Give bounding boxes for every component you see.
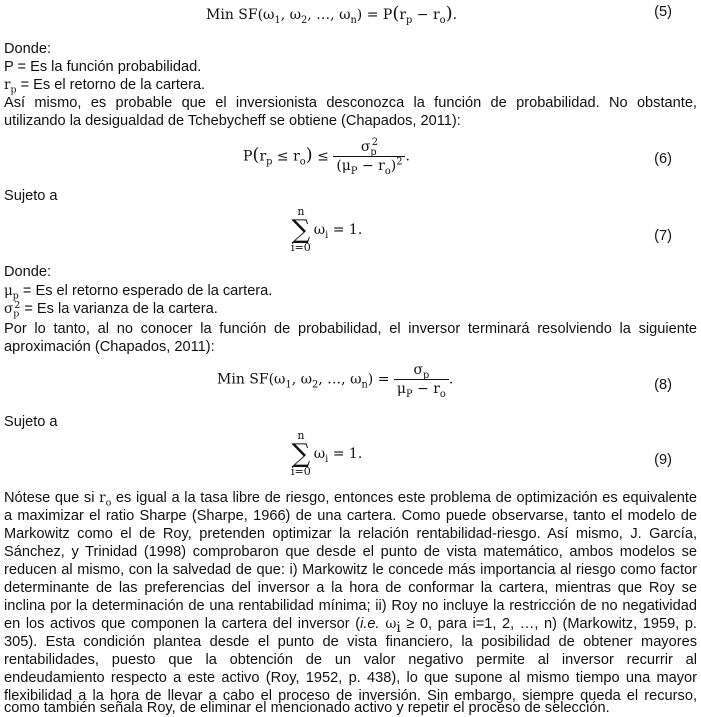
equation-7: n ∑ $i=0\omega_i = 1$. [291, 205, 363, 254]
paragraph-2-line-1: Por lo tanto, al no conocer la función de probabilidad, el inversor terminará resolviendo la siguiente [4, 321, 697, 337]
sigma-definition-text: = Es la varianza de la cartera. [20, 301, 218, 317]
equation-6: $P(r_p \le r_o)$ ≤ $\frac{\sigma_p^2}{(\mu_P - r_o)^2}$ . [243, 137, 410, 177]
paragraph-3-line-3: Markowitz como el de Roy, pretenden optimizar la relación rentabilidad-riesgo. Así mismo, J. García, [4, 526, 697, 542]
paragraph-3-line-10: rentabilidades, puesto que la obtención de un valor negativo permite al inversor recurrir al [4, 652, 697, 668]
paragraph-3-line-8: en los activos que componen la cartera del inversor (i.e. $\omega_i \ge 0$, para i=1, 2, …, n) (Markowitz, 1959, p. [4, 616, 697, 636]
equation-6-number: (6) [654, 151, 672, 167]
equation-9-number: (9) [654, 452, 672, 468]
sujeto-a-1: Sujeto a [4, 188, 58, 204]
paragraph-3-line-7: inclina por la determinación de una rentabilidad mínima; ii) Roy no incluye la restricción de no negatividad [4, 598, 697, 614]
paragraph-3-line-4: Sánchez, y Trinidad (1998) comprobaron que desde el punto de vista matemático, ambos modelos se [4, 544, 697, 560]
paragraph-3-line-6: determinante de las preferencias del inversor a la hora de conformar la cartera, mientras que Roy se [4, 580, 697, 596]
equation-5-number: (5) [654, 4, 672, 20]
paragraph-3-line-1: Nótese que si $r_o$ es igual a la tasa libre de riesgo, entonces este problema de optimización es equivalente [4, 490, 697, 509]
mu-definition-text: = Es el retorno esperado de la cartera. [18, 283, 273, 299]
paragraph-3-line-5: reducen al mismo, con la salvedad de que: i) Markowitz le concede más importancia al riesgo como factor [4, 562, 697, 578]
equation-8: Min $SF(\omega_1$, $\omega_2$, …, $\omega_n$) = $\frac{\sigma_p}{\mu_P - r_o}$ . [217, 362, 454, 400]
rp-definition-text: = Es el retorno de la cartera. [16, 77, 206, 93]
paragraph-1-line-1: Así mismo, es probable que el inversionista desconozca la función de probabilidad. No obstante, [4, 95, 697, 111]
sigma-definition: $\sigma_p^2 = Es$ la varianza de la cartera. [4, 299, 218, 320]
paragraph-3-line-11: endeudamiento respecto a este activo (Roy, 1952, p. 438), lo que supone al mismo tiempo una mayor [4, 670, 697, 686]
equation-9: n ∑ $i=0\omega_i = 1$. [291, 429, 363, 478]
equation-7-number: (7) [654, 228, 672, 244]
rp-definition: $r_p = Es$ el retorno de la cartera. [4, 77, 206, 96]
paragraph-2-line-2: aproximación (Chapados, 2011): [4, 339, 215, 355]
equation-8-number: (8) [654, 377, 672, 393]
donde-label-2: Donde: [4, 264, 52, 280]
p-definition: P = Es la función probabilidad. [4, 59, 202, 75]
paragraph-3-line-13: como también señala Roy, de eliminar el mencionado activo y repetir el proceso de selección. [4, 700, 610, 716]
mu-definition: $\mu_p = Es$ el retorno esperado de la cartera. [4, 283, 273, 302]
paragraph-3-line-12: flexibilidad a la hora de llevar a cabo el proceso de inversión. Sin embargo, siempre queda el recurso, [4, 688, 697, 704]
sujeto-a-2: Sujeto a [4, 414, 58, 430]
paragraph-1-line-2: utilizando la desigualdad de Tchebycheff se obtiene (Chapados, 2011): [4, 113, 461, 129]
equation-5: Min $SF(\omega_1$, $\omega_2$, …, $\omega_n) = P(r_p - r_o)$. [206, 3, 458, 26]
paragraph-3-line-9: 305). Esta condición plantea desde el punto de vista financiero, la posibilidad de obtener mayores [4, 634, 697, 650]
paragraph-3-line-2: a maximizar el ratio Sharpe (Sharpe, 1966) de una cartera. Como puede observarse, tanto el modelo de [4, 508, 697, 524]
donde-label-1: Donde: [4, 41, 52, 57]
